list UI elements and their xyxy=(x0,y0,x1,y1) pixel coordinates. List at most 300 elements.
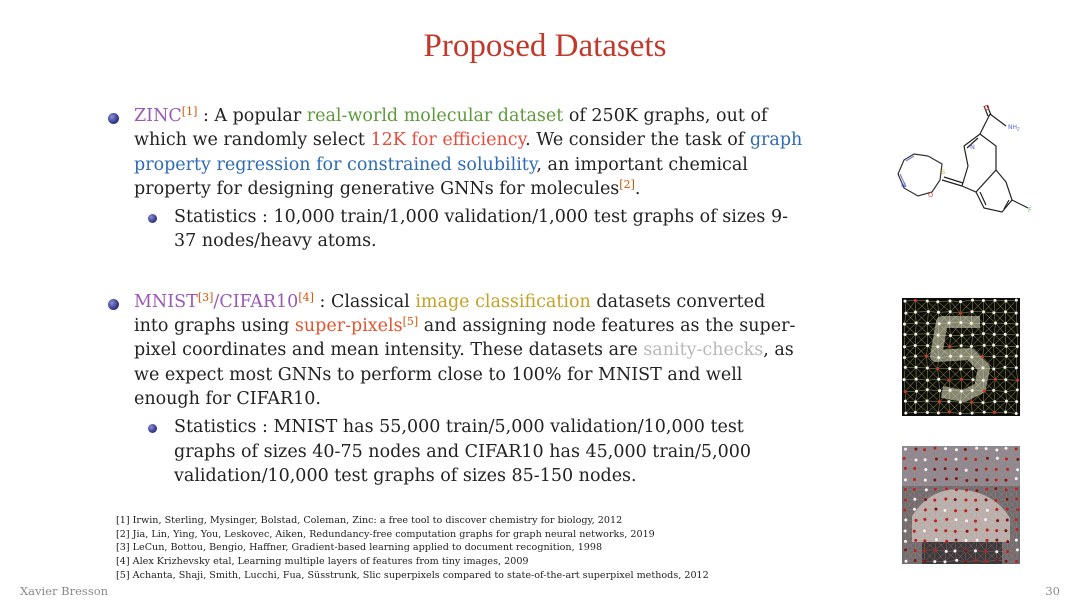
graph-node xyxy=(937,356,940,359)
graph-node xyxy=(960,390,963,393)
graph-node xyxy=(1005,345,1008,348)
graph-node xyxy=(934,508,937,511)
graph-node xyxy=(994,322,997,325)
graph-node xyxy=(904,400,907,403)
graph-node xyxy=(986,529,989,532)
graph-node xyxy=(975,479,978,482)
graph-node xyxy=(1004,529,1007,532)
graph-node xyxy=(949,334,952,337)
graph-node xyxy=(937,412,940,415)
graph-node xyxy=(995,468,998,471)
graph-node xyxy=(1015,477,1018,480)
graph-node xyxy=(915,366,918,369)
graph-node xyxy=(903,333,906,336)
graph-node xyxy=(1004,378,1007,381)
citation-3: [3] xyxy=(197,290,214,304)
graph-node xyxy=(915,378,918,381)
graph-node xyxy=(904,548,907,551)
graph-node xyxy=(935,529,938,532)
graph-node xyxy=(949,389,952,392)
graph-node xyxy=(945,550,948,553)
graph-node xyxy=(945,540,948,543)
graph-node xyxy=(1015,497,1018,500)
graph-node xyxy=(1005,488,1008,491)
graph-node xyxy=(982,379,985,382)
graph-node xyxy=(971,389,974,392)
graph-node xyxy=(904,540,907,543)
graph-node xyxy=(903,356,906,359)
mnist-text-1: : Classical xyxy=(313,291,416,312)
graph-node xyxy=(945,487,948,490)
graph-node xyxy=(994,378,997,381)
graph-node xyxy=(914,333,917,336)
graph-node xyxy=(933,560,936,563)
graph-node xyxy=(986,539,989,542)
graph-node xyxy=(954,518,957,521)
graph-node xyxy=(1016,345,1019,348)
slide-title: Proposed Datasets xyxy=(423,28,667,64)
graph-node xyxy=(913,498,916,501)
graph-node xyxy=(959,312,962,315)
bullet-zinc xyxy=(104,104,804,201)
graph-node xyxy=(914,411,917,414)
zinc-text-4: , an important chemical property for designing generative GNNs for molecules xyxy=(134,154,748,199)
graph-node xyxy=(903,300,906,303)
reference-item: [3] LeCun, Bottou, Bengio, Haffner, Gradient-based learning applied to document recognition, 1998 xyxy=(116,542,603,554)
graph-node xyxy=(995,559,998,562)
graph-node xyxy=(992,311,995,314)
graph-node xyxy=(1015,528,1018,531)
graph-node xyxy=(984,518,987,521)
cifar-superpixel-image xyxy=(902,446,1020,564)
graph-node xyxy=(955,448,958,451)
graph-node xyxy=(937,311,940,314)
graph-node xyxy=(938,400,941,403)
graph-node xyxy=(975,508,978,511)
atom-label-n1: N xyxy=(970,143,975,151)
graph-node xyxy=(914,299,917,302)
graph-node xyxy=(971,310,974,313)
graph-node xyxy=(914,355,917,358)
graph-node xyxy=(1015,355,1018,358)
zinc-text-3: . We consider the task of xyxy=(525,130,750,151)
graph-node xyxy=(1016,458,1019,461)
graph-node xyxy=(1015,487,1018,490)
graph-node xyxy=(995,479,998,482)
graph-node xyxy=(995,550,998,553)
graph-node xyxy=(975,468,978,471)
graph-node xyxy=(949,310,952,313)
graph-node xyxy=(1004,411,1007,414)
graph-node xyxy=(971,412,974,415)
graph-node xyxy=(1004,390,1007,393)
graph-node xyxy=(1004,310,1007,313)
graph-node xyxy=(1005,355,1008,358)
graph-node xyxy=(976,539,979,542)
graph-node xyxy=(1006,498,1009,501)
graph-node xyxy=(982,299,985,302)
graph-node xyxy=(1006,519,1009,522)
graph-node xyxy=(995,539,998,542)
graph-node xyxy=(924,479,927,482)
graph-node xyxy=(1005,560,1008,563)
graph-node xyxy=(959,355,962,358)
graph-node xyxy=(915,390,918,393)
graph-node xyxy=(985,447,988,450)
graph-node xyxy=(1016,468,1019,471)
graph-node xyxy=(959,368,962,371)
molecule-diagram xyxy=(888,104,1040,224)
graph-node xyxy=(924,468,927,471)
graph-node xyxy=(944,529,947,532)
graph-node xyxy=(945,518,948,521)
graph-node xyxy=(974,499,977,502)
graph-node xyxy=(926,344,929,347)
graph-node xyxy=(959,412,962,415)
mnist-text-3: and assigning node features as the super-pixel coordinates and mean intensity. These datasets are xyxy=(134,316,796,361)
graph-node xyxy=(925,488,928,491)
graph-node xyxy=(964,560,967,563)
graph-node xyxy=(984,560,987,563)
atom-label-n2: N xyxy=(901,181,906,189)
sub-bullet-mnist-stats xyxy=(104,415,804,488)
graph-node xyxy=(966,530,969,533)
mnist-slash: / xyxy=(213,291,220,312)
graph-node xyxy=(938,389,941,392)
graph-node xyxy=(936,345,939,348)
graph-node xyxy=(982,310,985,313)
graph-node xyxy=(945,477,948,480)
mnist-name: MNIST xyxy=(134,291,198,312)
graph-node xyxy=(944,447,947,450)
graph-node xyxy=(983,411,986,414)
graph-node xyxy=(904,366,907,369)
mnist-superpixel-image xyxy=(902,298,1020,416)
graph-node xyxy=(937,334,940,337)
graph-node xyxy=(903,508,906,511)
graph-node xyxy=(972,378,975,381)
graph-node xyxy=(1015,412,1018,415)
graph-node xyxy=(981,366,984,369)
reference-item: [1] Irwin, Sterling, Mysinger, Bolstad, Coleman, Zinc: a free tool to discover chemistry for biology, 2012 xyxy=(116,515,623,526)
graph-node xyxy=(974,458,977,461)
graph-node xyxy=(1004,322,1007,325)
graph-node xyxy=(914,344,917,347)
graph-node xyxy=(1006,550,1009,553)
graph-node xyxy=(1004,299,1007,302)
graph-node xyxy=(903,323,906,326)
graph-node xyxy=(947,400,950,403)
graph-node xyxy=(955,468,958,471)
sub-bullet-zinc-stats xyxy=(104,205,804,254)
graph-node xyxy=(996,519,999,522)
graph-node xyxy=(1003,366,1006,369)
graph-node xyxy=(975,447,978,450)
graph-node xyxy=(904,499,907,502)
graph-node xyxy=(924,508,927,511)
graph-node xyxy=(1016,334,1019,337)
graph-node xyxy=(935,538,938,541)
graph-node xyxy=(964,509,967,512)
citation-2: [2] xyxy=(619,177,635,191)
zinc-highlight-molecular: real-world molecular dataset xyxy=(306,106,564,126)
graph-node xyxy=(960,344,963,347)
graph-node xyxy=(904,488,907,491)
graph-node xyxy=(974,559,977,562)
citation-4: [4] xyxy=(298,290,314,304)
atom-label-o2: O xyxy=(928,191,934,199)
graph-node xyxy=(904,412,907,415)
graph-node xyxy=(904,312,907,315)
bullet-dot-icon xyxy=(108,113,119,124)
graph-node xyxy=(995,529,998,532)
zinc-text-5: . xyxy=(634,178,641,199)
graph-node xyxy=(948,379,951,382)
graph-node xyxy=(933,478,936,481)
mnist-text-2: datasets converted into graphs using xyxy=(134,291,766,337)
graph-node xyxy=(955,559,958,562)
graph-node xyxy=(915,321,918,324)
graph-node xyxy=(944,458,947,461)
graph-node xyxy=(1015,323,1018,326)
graph-node xyxy=(995,508,998,511)
graph-node xyxy=(927,310,930,313)
graph-node xyxy=(1015,299,1018,302)
graph-node xyxy=(959,401,962,404)
graph-node xyxy=(926,388,929,391)
graph-node xyxy=(903,457,906,460)
graph-node xyxy=(954,530,957,533)
graph-node xyxy=(923,448,926,451)
graph-node xyxy=(970,345,973,348)
graph-node xyxy=(992,367,995,370)
graph-node xyxy=(948,299,951,302)
page-number: 30 xyxy=(1045,584,1060,598)
graph-node xyxy=(926,300,929,303)
cifar-name: CIFAR10 xyxy=(219,291,299,312)
graph-node xyxy=(1015,518,1018,521)
atom-label-nh2: $NH_2$ xyxy=(1008,124,1020,133)
graph-node xyxy=(982,322,985,325)
graph-node xyxy=(914,559,917,562)
zinc-text-2: of 250K graphs, out of which we randomly select xyxy=(134,106,768,151)
graph-node xyxy=(923,518,926,521)
graph-node xyxy=(982,332,985,335)
graph-node xyxy=(923,560,926,563)
graph-node xyxy=(955,477,958,480)
graph-node xyxy=(914,539,917,542)
graph-node xyxy=(914,549,917,552)
graph-node xyxy=(955,488,958,491)
graph-node xyxy=(992,389,995,392)
graph-node xyxy=(913,478,916,481)
atom-label-s: S xyxy=(941,168,946,176)
graph-node xyxy=(982,401,985,404)
graph-node xyxy=(926,379,929,382)
footer-author: Xavier Bresson xyxy=(20,584,109,598)
graph-node xyxy=(985,488,988,491)
mnist-text-4: , as we expect most GNNs to perform close to 100% for MNIST and well enough for CIFAR10. xyxy=(134,340,794,409)
graph-node xyxy=(1004,447,1007,450)
graph-node xyxy=(935,458,938,461)
graph-node xyxy=(1006,508,1009,511)
graph-node xyxy=(926,399,929,402)
graph-node xyxy=(955,458,958,461)
reference-item: [4] Alex Krizhevsky etal, Learning multiple layers of features from tiny images, 2009 xyxy=(116,556,529,568)
graph-node xyxy=(1015,560,1018,563)
graph-node xyxy=(964,448,967,451)
graph-node xyxy=(993,333,996,336)
mnist-stats: Statistics : MNIST has 55,000 train/5,000 validation/10,000 test graphs of sizes 40-75 nodes and CIFAR10 has 45,000 train/5,000 validation/10,000 test graphs of sizes 85-150 nodes. xyxy=(174,417,751,486)
graph-node xyxy=(904,467,907,470)
references xyxy=(116,514,816,583)
graph-node xyxy=(1005,457,1008,460)
graph-node xyxy=(913,508,916,511)
graph-node xyxy=(913,467,916,470)
graph-node xyxy=(970,355,973,358)
graph-node xyxy=(943,509,946,512)
graph-node xyxy=(944,498,947,501)
slide-content xyxy=(104,104,804,488)
graph-node xyxy=(953,549,956,552)
graph-node xyxy=(985,468,988,471)
graph-node xyxy=(926,367,929,370)
zinc-text-1: : A popular xyxy=(197,106,307,126)
graph-node xyxy=(993,411,996,414)
graph-node xyxy=(934,447,937,450)
graph-node xyxy=(1015,447,1018,450)
graph-node xyxy=(904,478,907,481)
graph-node xyxy=(975,489,978,492)
graph-node xyxy=(959,300,962,303)
mnist-highlight-sanity: sanity-checks xyxy=(643,340,764,361)
graph-node xyxy=(964,457,967,460)
graph-node xyxy=(938,322,941,325)
graph-node xyxy=(1016,379,1019,382)
graph-node xyxy=(904,390,907,393)
graph-node xyxy=(986,478,989,481)
graph-node xyxy=(924,458,927,461)
atom-label-f: F xyxy=(1028,206,1032,214)
graph-node xyxy=(913,488,916,491)
graph-node xyxy=(936,300,939,303)
graph-node xyxy=(992,344,995,347)
graph-node xyxy=(971,299,974,302)
graph-node xyxy=(904,519,907,522)
graph-node xyxy=(913,530,916,533)
sub-bullet-dot-icon xyxy=(148,214,157,223)
graph-node xyxy=(974,549,977,552)
graph-node xyxy=(1004,479,1007,482)
graph-node xyxy=(933,468,936,471)
graph-node xyxy=(948,345,951,348)
graph-node xyxy=(985,498,988,501)
graph-node xyxy=(970,322,973,325)
zinc-name: ZINC xyxy=(134,106,182,126)
graph-node xyxy=(986,509,989,512)
graph-node xyxy=(965,469,968,472)
graph-node xyxy=(974,520,977,523)
zinc-highlight-efficiency: 12K for efficiency xyxy=(370,130,526,151)
graph-node xyxy=(975,528,978,531)
graph-node xyxy=(984,550,987,553)
graph-node xyxy=(1016,508,1019,511)
graph-node xyxy=(948,411,951,414)
graph-node xyxy=(983,344,986,347)
graph-node xyxy=(965,479,968,482)
graph-node xyxy=(936,367,939,370)
graph-node xyxy=(923,539,926,542)
graph-node xyxy=(903,345,906,348)
graph-node xyxy=(981,355,984,358)
graph-node xyxy=(970,401,973,404)
graph-node xyxy=(934,548,937,551)
atom-label-o1: O xyxy=(984,104,990,112)
graph-node xyxy=(923,529,926,532)
graph-node xyxy=(995,448,998,451)
graph-node xyxy=(1015,400,1018,403)
graph-node xyxy=(993,299,996,302)
graph-node xyxy=(964,499,967,502)
graph-node xyxy=(915,458,918,461)
graph-node xyxy=(914,311,917,314)
graph-node xyxy=(926,322,929,325)
sub-bullet-dot-icon xyxy=(148,424,157,433)
graph-node xyxy=(904,529,907,532)
graph-node xyxy=(1006,468,1009,471)
graph-node xyxy=(937,378,940,381)
graph-node xyxy=(996,457,999,460)
bullet-mnist-cifar xyxy=(104,290,804,411)
graph-node xyxy=(943,560,946,563)
graph-node xyxy=(904,560,907,563)
graph-node xyxy=(1016,388,1019,391)
citation-5: [5] xyxy=(402,315,419,329)
graph-node xyxy=(993,400,996,403)
graph-node xyxy=(1004,333,1007,336)
graph-node xyxy=(960,334,963,337)
reference-item: [5] Achanta, Shaji, Smith, Lucchi, Fua, Süsstrunk, Slic superpixels compared to state-of-the-art superpixel methods, 2012 xyxy=(116,569,709,581)
graph-node xyxy=(959,321,962,324)
graph-node xyxy=(965,489,968,492)
graph-node xyxy=(965,519,968,522)
graph-node xyxy=(964,549,967,552)
graph-node xyxy=(1016,548,1019,551)
graph-node xyxy=(934,488,937,491)
graph-node xyxy=(933,499,936,502)
graph-node xyxy=(994,499,997,502)
graph-node xyxy=(983,390,986,393)
graph-node xyxy=(926,332,929,335)
graph-node xyxy=(934,519,937,522)
zinc-highlight-regression: graph property regression for constrained solubility xyxy=(134,130,803,175)
graph-node xyxy=(954,498,957,501)
graph-node xyxy=(944,467,947,470)
graph-node xyxy=(926,411,929,414)
bullet-dot-icon xyxy=(108,299,119,310)
graph-node xyxy=(915,519,918,522)
graph-node xyxy=(971,333,974,336)
graph-node xyxy=(903,378,906,381)
graph-node xyxy=(971,367,974,370)
reference-item: [2] Jia, Lin, Ying, You, Leskovec, Aiken, Redundancy-free computation graphs for graph neural networks, 2019 xyxy=(116,528,655,540)
graph-node xyxy=(925,355,928,358)
mnist-highlight-superpixels: super-pixels xyxy=(294,316,403,337)
graph-node xyxy=(955,539,958,542)
graph-node xyxy=(924,498,927,501)
graph-node xyxy=(1006,540,1009,543)
zinc-stats: Statistics : 10,000 train/1,000 validation/1,000 test graphs of sizes 9-37 nodes/heavy atoms. xyxy=(174,207,788,252)
